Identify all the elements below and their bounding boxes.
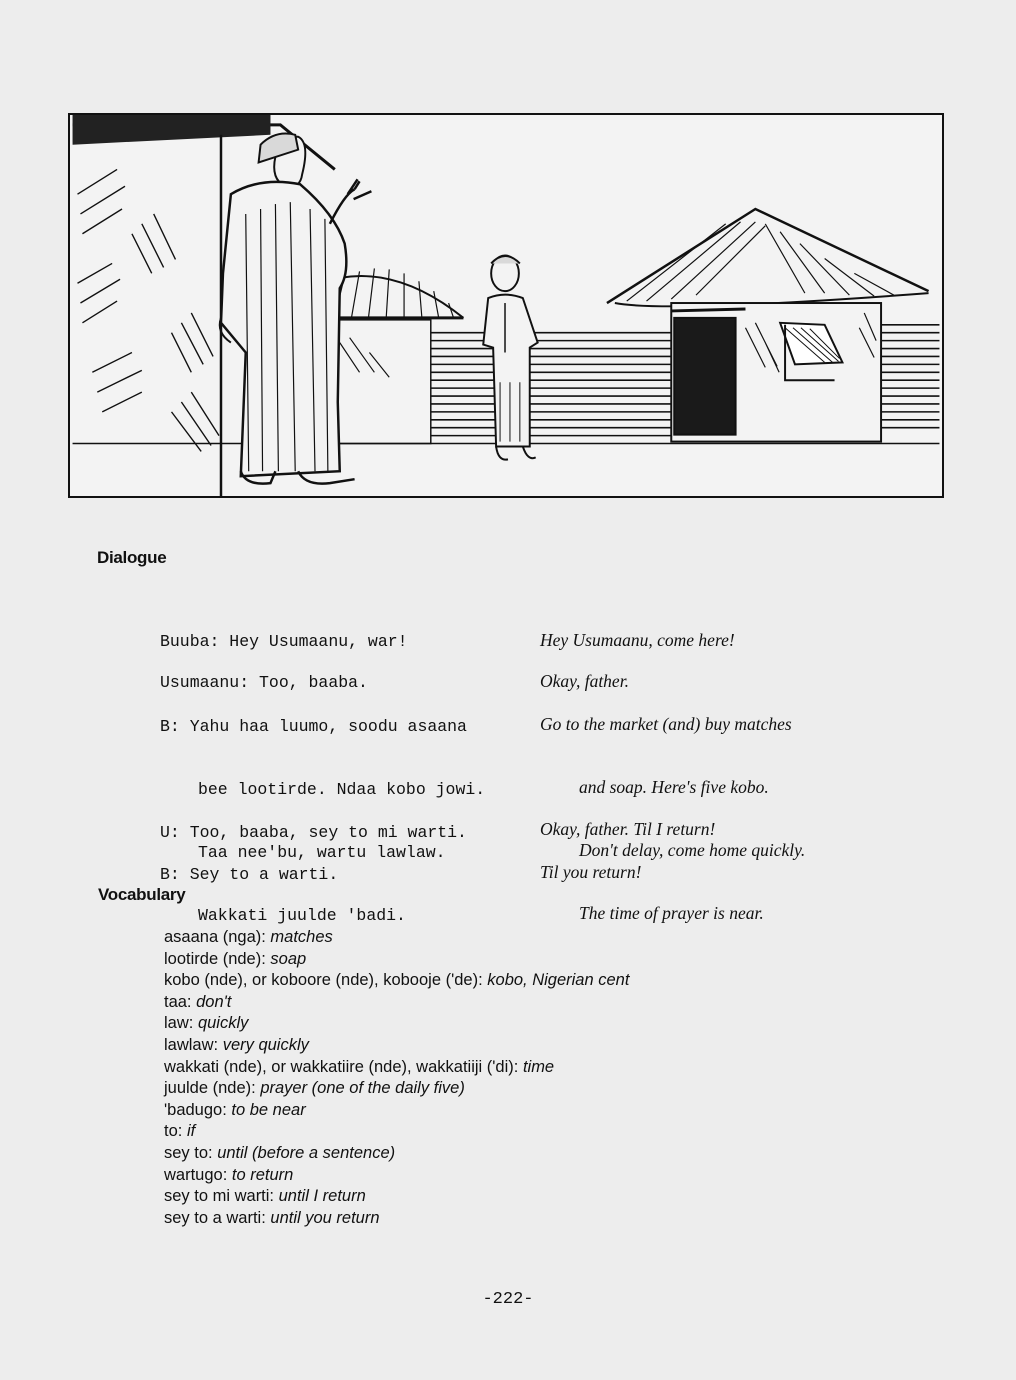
- vocabulary-item: [164, 1165, 629, 1187]
- vocabulary-item: [164, 1057, 629, 1079]
- vocab-term: sey to:: [164, 1143, 213, 1162]
- vocab-gloss: until I return: [278, 1187, 366, 1206]
- dialogue-text: B: Sey to a warti.: [160, 865, 339, 884]
- vocab-term: law:: [164, 1014, 194, 1033]
- dialogue-text: U: Too, baaba, sey to mi warti.: [160, 823, 467, 842]
- vocab-gloss: quickly: [197, 1014, 249, 1033]
- dialogue-text: bee lootirde. Ndaa kobo jowi.: [198, 780, 486, 799]
- vocab-term: to:: [164, 1122, 183, 1141]
- vocab-gloss: kobo, Nigerian cent: [487, 971, 630, 990]
- dialogue-text: Taa nee'bu, wartu lawlaw.: [198, 843, 446, 862]
- dialogue-line-5-english: [540, 820, 641, 925]
- vocab-term: sey to a warti:: [164, 1208, 266, 1227]
- dialogue-translation: Go to the market (and) buy matches: [540, 714, 792, 734]
- vocab-gloss: soap: [270, 949, 307, 968]
- vocabulary-item: [164, 1035, 629, 1057]
- dialogue-translation: Don't delay, come home quickly.: [579, 840, 806, 860]
- vocab-gloss: prayer (one of the daily five): [260, 1079, 465, 1098]
- dialogue-text: B: Yahu haa luumo, soodu asaana: [160, 717, 467, 736]
- dialogue-translation: Hey Usumaanu, come here!: [540, 630, 735, 650]
- vocabulary-item: [164, 1121, 629, 1143]
- boy-figure: [483, 256, 537, 460]
- vocabulary-item: [164, 1208, 629, 1230]
- vocab-term: asaana (nga):: [164, 928, 266, 946]
- dialogue-text: Wakkati juulde 'badi.: [198, 906, 406, 925]
- vocabulary-item: [164, 992, 629, 1014]
- vocab-gloss: to return: [231, 1165, 294, 1184]
- vocab-term: juulde (nde):: [164, 1079, 256, 1098]
- dialogue-translation: The time of prayer is near.: [579, 903, 764, 923]
- vocab-gloss: if: [186, 1122, 196, 1141]
- page-number: -222-: [482, 1290, 534, 1309]
- vocab-term: lawlaw:: [164, 1035, 219, 1054]
- vocab-term: wakkati (nde), or wakkatiire (nde), wakkatiiji ('di):: [164, 1057, 519, 1076]
- vocab-term: kobo (nde), or koboore (nde), kobooje ('de):: [164, 971, 483, 990]
- vocab-gloss: to be near: [231, 1100, 306, 1119]
- vocabulary-item: [164, 949, 629, 971]
- vocab-term: 'badugo:: [164, 1100, 227, 1119]
- father-figure: [220, 134, 372, 484]
- vocab-gloss: until you return: [270, 1208, 380, 1227]
- dialogue-translation: Okay, father. Til I return!: [540, 819, 716, 839]
- dialogue-heading: Dialogue: [97, 548, 167, 567]
- vocabulary-item: [164, 1100, 629, 1122]
- dialogue-text: Usumaanu: Too, baaba.: [160, 673, 368, 692]
- vocabulary-list: [164, 927, 629, 1229]
- vocabulary-item: [164, 970, 629, 992]
- vocabulary-item: [164, 1143, 629, 1165]
- dialogue-line-5-fulfulde: [160, 822, 338, 927]
- vocab-term: wartugo:: [164, 1165, 228, 1184]
- dialogue-translation: Til you return!: [540, 862, 642, 882]
- vocabulary-item: [164, 927, 629, 949]
- dialogue-translation: Okay, father.: [540, 671, 629, 691]
- right-hut: [607, 209, 929, 442]
- vocabulary-item: [164, 1013, 629, 1035]
- vocab-gloss: matches: [270, 928, 333, 946]
- vocab-term: taa:: [164, 992, 192, 1011]
- dialogue-text: Buuba: Hey Usumaanu, war!: [160, 632, 408, 651]
- vocab-gloss: time: [522, 1057, 555, 1076]
- vocabulary-item: [164, 1186, 629, 1208]
- vocabulary-heading: Vocabulary: [98, 885, 186, 904]
- village-scene-illustration: [68, 113, 944, 498]
- dialogue-translation: and soap. Here's five kobo.: [579, 777, 769, 797]
- vocabulary-item: [164, 1078, 629, 1100]
- vocab-term: lootirde (nde):: [164, 949, 266, 968]
- vocab-gloss: don't: [196, 992, 232, 1011]
- vocab-gloss: very quickly: [222, 1035, 309, 1054]
- vocab-gloss: until (before a sentence): [217, 1143, 396, 1162]
- vocab-term: sey to mi warti:: [164, 1187, 275, 1206]
